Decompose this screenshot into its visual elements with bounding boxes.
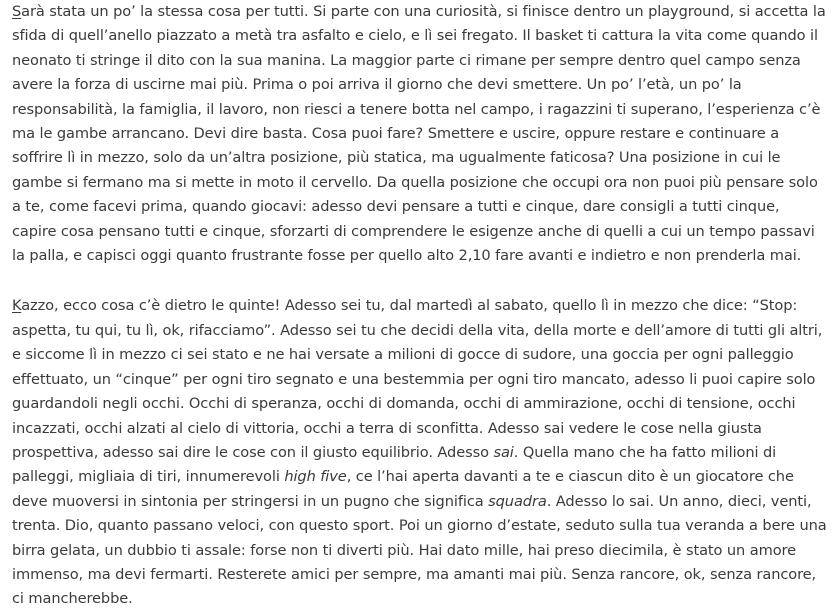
paragraph-2 bbox=[12, 294, 828, 611]
paragraph-1-text: arà stata un po’ la stessa cosa per tutti. Si parte con una curiosità, si finisce dentro un playground, si accetta la sfida di quell’anello piazzato a metà tra asfalto e cielo, e lì sei fregato. Il basket ti cattura la vita come quando il neonato ti stringe il dito con la sua manina. La maggior parte ci rimane per sempre dentro quel campo senza avere la forza di uscirne mai più. Prima o poi arriva il giorno che devi smettere. Un po’ l’età, un po’ la responsabilità, la famiglia, il lavoro, non riesci a tenere botta nel campo, i ragazzini ti superano, l’esperienza c’è ma le gambe arrancano. Devi dire basta. Cosa puoi fare? Smettere e uscire, oppure restare e continuare a soffrire lì in mezzo, solo da un’altra posizione, più statica, ma ugualmente faticosa? Una posizione in cui le gambe si fermano ma si mette in moto il cervello. Da quella posizione che occupi ora non puoi più pensare solo a te, come facevi prima, quando giocavi: adesso devi pensare a tutti e cinque, dare consigli a tutti cinque, capire cosa pensano tutti e cinque, sforzarti di comprendere le esigenze anche di quelli a cui un tempo passavi la palla, e capisci oggi quanto frustrante fosse per quello alto 2,10 fare avanti e indietro e non prenderla mai. bbox=[12, 3, 826, 265]
paragraph-2-text-part3: , ce l’hai aperta davanti a te e ciascun dito è un giocatore che deve muoversi in sintonia per stringersi in un pugno che significa bbox=[12, 468, 794, 510]
paragraph-1 bbox=[12, 0, 828, 268]
paragraph-1-initial: S bbox=[12, 3, 22, 20]
paragraph-2-initial: K bbox=[12, 297, 22, 315]
paragraph-2-text-part4: . Adesso lo sai. Un anno, dieci, venti, trenta. Dio, quanto passano veloci, con questo sport. Poi un giorno d’estate, seduto sulla tua veranda a bere una birra gelata, un dubbio ti assale: forse non ti diverti più. Hai dato mille, hai preso diecimila, è stato un amore immenso, ma devi fermarti. Resterete amici per sempre, ma amanti mai più. Senza rancore, ok, senza rancore, ci mancherebbe. bbox=[12, 492, 827, 608]
emphasis-sai: sai bbox=[493, 443, 514, 461]
article-body bbox=[12, 0, 828, 612]
emphasis-squadra: squadra bbox=[488, 492, 547, 510]
paragraph-2-text-part2: . Quella mano che ha fatto milioni di palleggi, migliaia di tiri, innumerevoli bbox=[12, 443, 777, 486]
paragraph-2-text-part1: azzo, ecco cosa c’è dietro le quinte! Adesso sei tu, dal martedì al sabato, quello lì in mezzo che dice: “Stop: aspetta, tu qui, tu lì, ok, rifacciamo”. Adesso sei tu che decidi della vita, della morte e dell’amore di tutti gli altri, e siccome lì in mezzo ci sei stato e ne hai versate a milioni di gocce di sudore, una goccia per ogni palleggio effettuato, un “cinque” per ogni tiro segnato e una bestemmia per ogni tiro mancato, adesso li puoi capire solo guardandoli negli occhi. Occhi di speranza, occhi di domanda, occhi di ammirazione, occhi di tensione, occhi incazzati, occhi alzati al cielo di vittoria, occhi a terra di sconfitta. Adesso sai vedere le cose nella giusta prospettiva, adesso sai dire le cose con il giusto equilibrio. Adesso bbox=[12, 297, 823, 461]
emphasis-high-five: high five bbox=[284, 468, 347, 486]
